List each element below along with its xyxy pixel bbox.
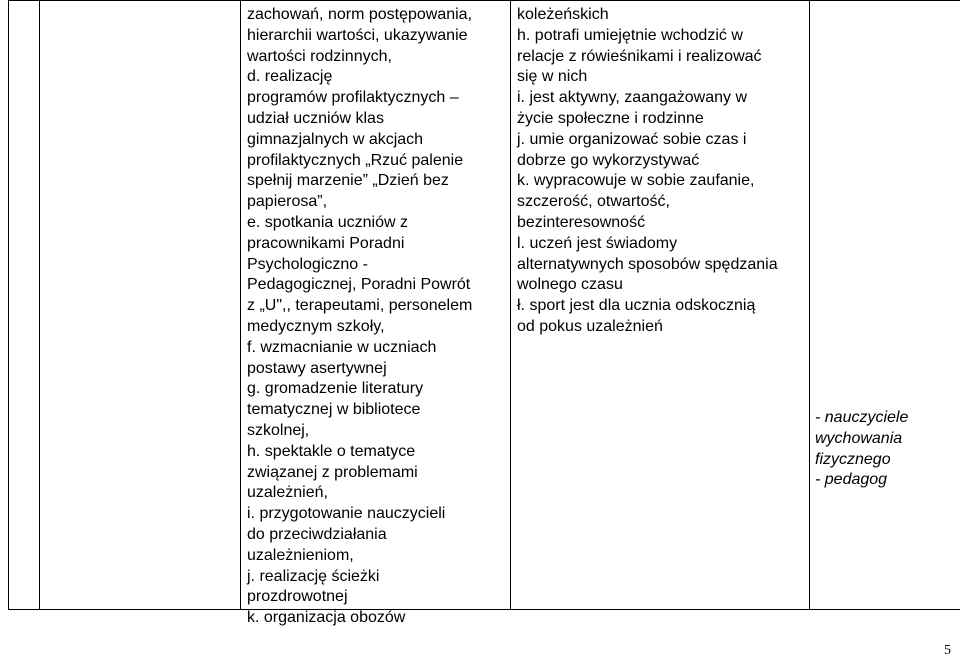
text-line: szkolnej, <box>247 421 310 439</box>
text-line: pracownikami Poradni <box>247 234 405 252</box>
text-line: d. realizację <box>247 68 333 86</box>
text-line: fizycznego <box>815 450 891 468</box>
text-line: Pedagogicznej, Poradni Powrót <box>247 276 471 294</box>
text-line: życie społeczne i rodzinne <box>517 109 704 127</box>
text-line: się w nich <box>517 68 588 86</box>
text-line: do przeciwdziałania <box>247 525 387 543</box>
text-line: h. potrafi umiejętnie wchodzić w <box>517 26 743 44</box>
table-top-border <box>8 0 960 1</box>
text-line: wartości rodzinnych, <box>247 47 392 65</box>
text-line: wolnego czasu <box>517 276 623 294</box>
text-line: f. wzmacnianie w uczniach <box>247 338 437 356</box>
text-line: programów profilaktycznych – <box>247 89 459 107</box>
text-line: k. wypracowuje w sobie zaufanie, <box>517 172 755 190</box>
text-line: k. organizacja obozów <box>247 609 406 627</box>
text-line: dobrze go wykorzystywać <box>517 151 700 169</box>
text-line: - pedagog <box>815 471 888 489</box>
text-line: i. przygotowanie nauczycieli <box>247 505 446 523</box>
text-line: hierarchii wartości, ukazywanie <box>247 26 468 44</box>
text-line: l. uczeń jest świadomy <box>517 234 678 252</box>
text-line: od pokus uzależnień <box>517 317 663 335</box>
page-number: 5 <box>944 643 951 658</box>
text-line: profilaktycznych „Rzuć palenie <box>247 151 464 169</box>
text-line: zachowań, norm postępowania, <box>247 6 473 23</box>
text-line: Psychologiczno - <box>247 255 368 273</box>
text-line: g. gromadzenie literatury <box>247 380 424 398</box>
text-line: koleżeńskich <box>517 6 609 23</box>
text-line: j. realizację ścieżki <box>247 567 380 585</box>
activities-cell <box>247 5 497 629</box>
text-line: e. spotkania uczniów z <box>247 213 408 231</box>
text-line: medycznym szkoły, <box>247 317 385 335</box>
text-line: udział uczniów klas <box>247 109 384 127</box>
text-line: bezinteresowność <box>517 213 646 231</box>
table-left-border <box>8 0 9 610</box>
text-line: h. spektakle o tematyce <box>247 442 416 460</box>
text-line: - nauczyciele <box>815 409 909 426</box>
outcomes-cell <box>517 5 812 338</box>
responsible-cell <box>815 408 955 491</box>
text-line: i. jest aktywny, zaangażowany w <box>517 89 748 107</box>
text-line: tematycznej w bibliotece <box>247 401 421 419</box>
text-line: j. umie organizować sobie czas i <box>517 130 747 148</box>
text-line: postawy asertywnej <box>247 359 387 377</box>
text-line: ł. sport jest dla ucznia odskocznią <box>517 297 756 315</box>
text-line: spełnij marzenie” „Dzień bez <box>247 172 449 190</box>
column-divider-2 <box>240 0 241 610</box>
text-line: relacje z rówieśnikami i realizować <box>517 47 762 65</box>
text-line: wychowania <box>815 429 903 447</box>
text-line: prozdrowotnej <box>247 588 348 606</box>
text-line: związanej z problemami <box>247 463 418 481</box>
text-line: alternatywnych sposobów spędzania <box>517 255 778 273</box>
column-divider-1 <box>39 0 40 610</box>
text-line: papierosa”, <box>247 193 328 211</box>
text-line: uzależnień, <box>247 484 328 502</box>
text-line: uzależnieniom, <box>247 546 354 564</box>
text-line: z „U",, terapeutami, personelem <box>247 297 473 315</box>
column-divider-3 <box>510 0 511 610</box>
text-line: szczerość, otwartość, <box>517 193 670 211</box>
text-line: gimnazjalnych w akcjach <box>247 130 424 148</box>
